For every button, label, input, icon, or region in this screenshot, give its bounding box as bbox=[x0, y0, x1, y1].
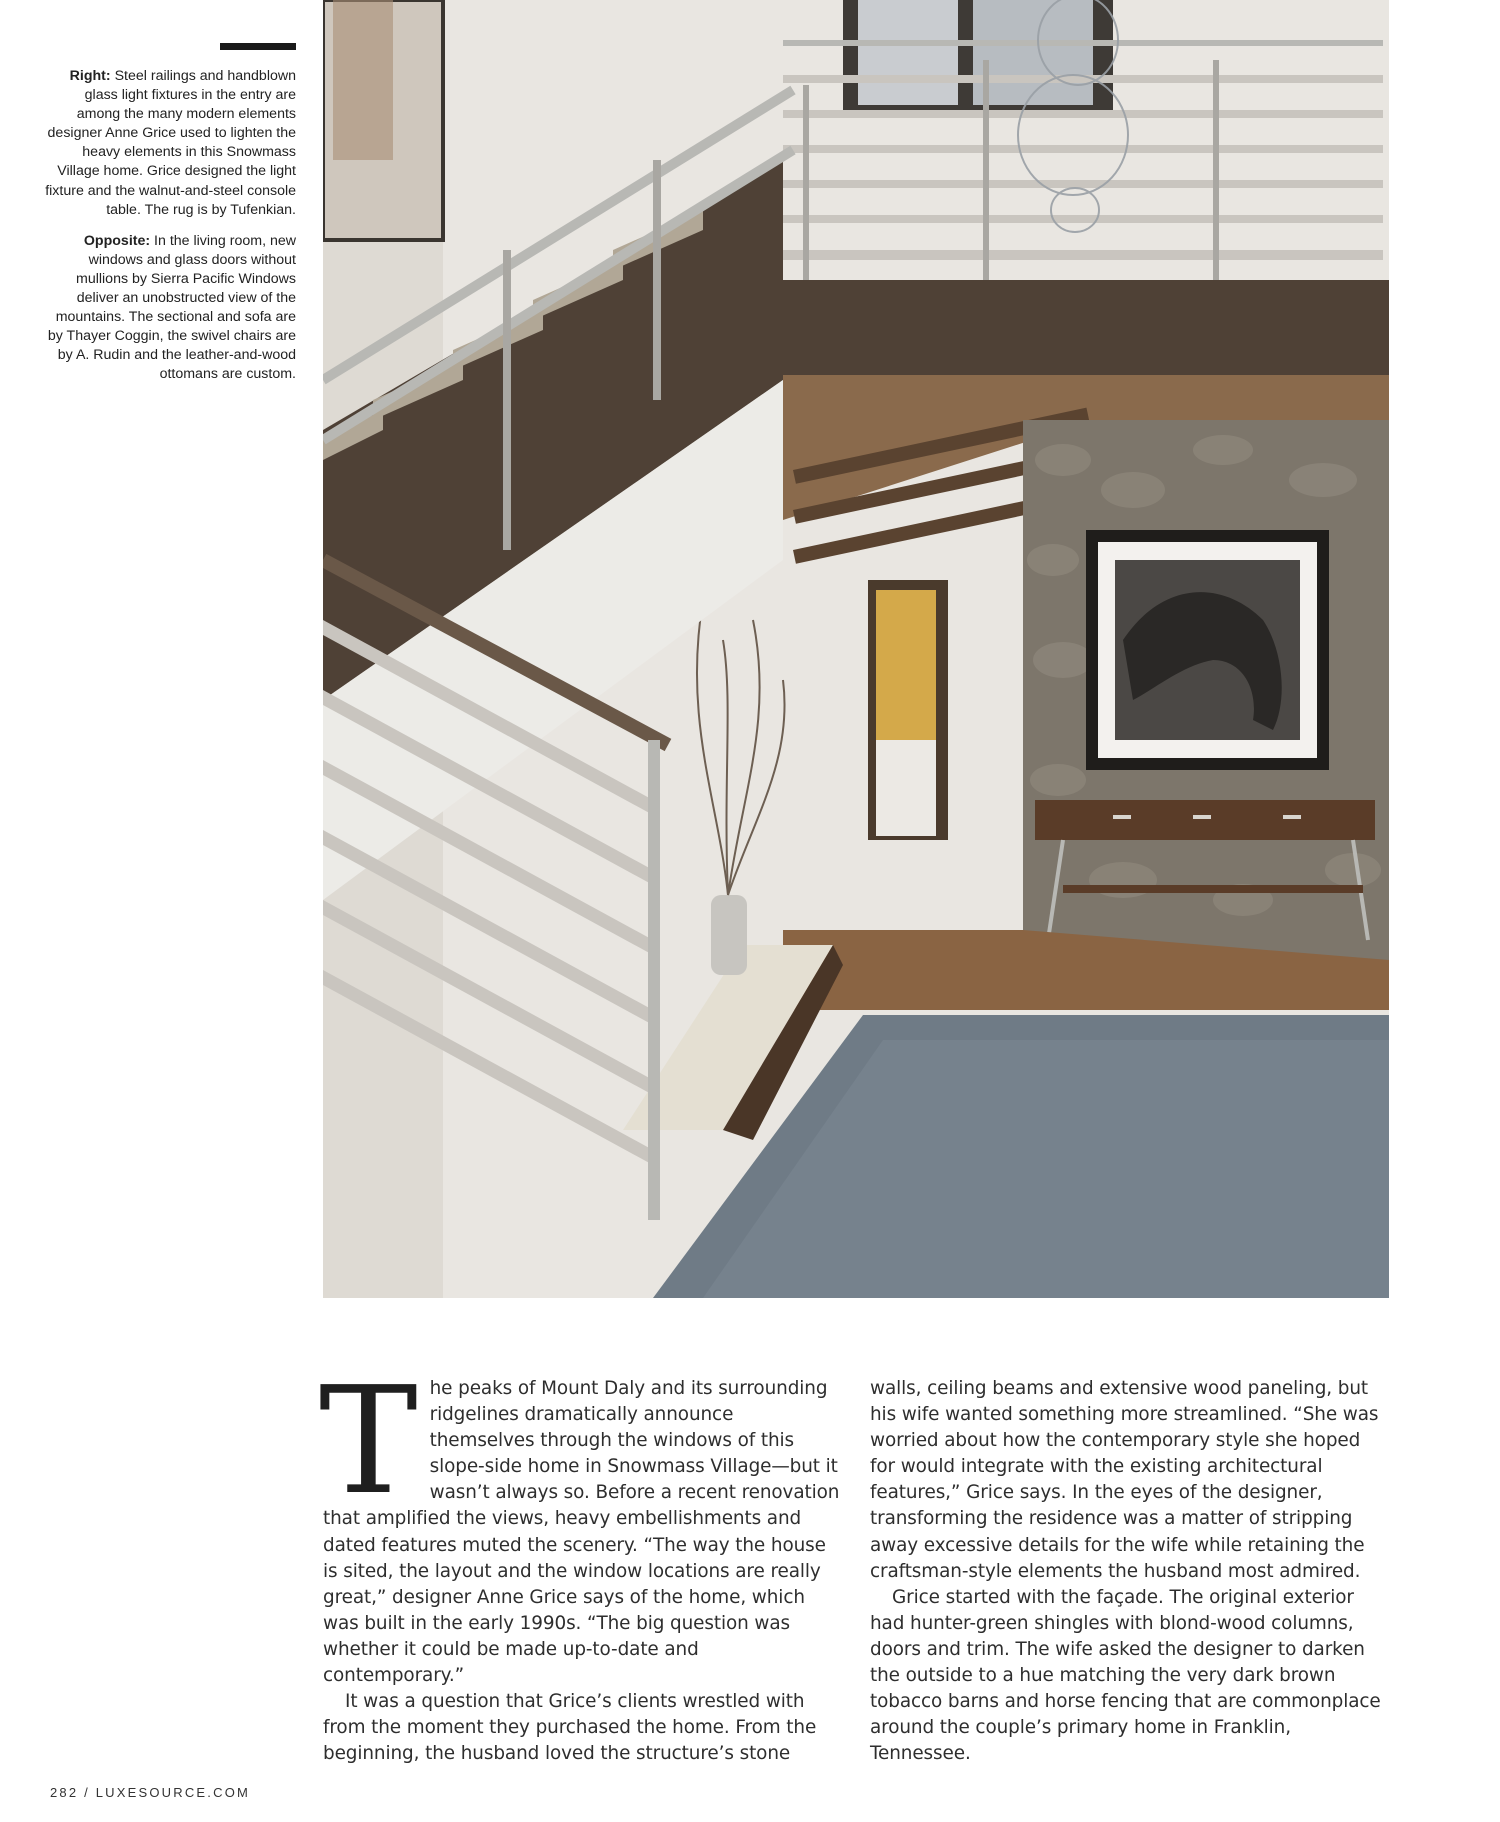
page-footer: 282 / LUXESOURCE.COM bbox=[50, 1785, 251, 1800]
caption-opposite bbox=[40, 232, 296, 385]
article-paragraph: Grice started with the façade. The original exterior had hunter-green shingles with blond-wood columns, doors and trim. The wife asked the designer to darken the outside to a hue matching the very dark brown tobacco barns and horse fencing that are commonplace around the couple’s primary home in Franklin, Tennessee. bbox=[870, 1586, 1381, 1765]
article-paragraph: It was a question that Grice’s clients wrestled with from the moment they purchased the home. From the beginning, the husband loved the structure’s stone bbox=[323, 1691, 817, 1765]
photo-illustration bbox=[323, 0, 1389, 1298]
caption-right bbox=[40, 67, 296, 220]
article-paragraph: he peaks of Mount Daly and its surrounding ridgelines dramatically announce themselves through the windows of this slope-side home in Snowmass Village—but it wasn’t always so. Before a recent renovation that amplified the views, heavy embellishments and dated features muted the scenery. “The way the house is sited, the layout and the window locations are really great,” designer Anne Grice says of the home, which was built in the early 1990s. “The big question was whether it could be made up-to-date and contemporary.” bbox=[323, 1378, 840, 1687]
article-column-right bbox=[870, 1376, 1390, 1767]
article-paragraph: walls, ceiling beams and extensive wood paneling, but his wife wanted something more streamlined. “She was worried about how the contemporary style she hoped for would integrate with the existing architectural features,” Grice says. In the eyes of the designer, transforming the residence was a matter of stripping away excessive details for the wife while retaining the craftsman-style elements the husband most admired. bbox=[870, 1378, 1379, 1582]
article-column-left bbox=[319, 1355, 843, 1767]
caption-opposite-lead: Opposite: bbox=[83, 232, 151, 249]
caption-rule bbox=[220, 43, 296, 50]
caption-right-lead: Right: bbox=[69, 68, 111, 84]
photo-captions bbox=[40, 67, 296, 397]
entry-staircase-photo bbox=[323, 0, 1389, 1298]
caption-opposite-text: In the living room, new windows and glass doors without mullions by Sierra Pacific Windows deliver an unobstructed view of the mountains. The sectional and sofa are by Thayer Coggin, the swivel chairs are by A. Rudin and the leather-and-wood ottomans are custom. bbox=[47, 232, 296, 383]
drop-cap: T bbox=[319, 1355, 418, 1527]
caption-right-text: Steel railings and handblown glass light fixtures in the entry are among the many modern elements designer Anne Grice used to lighten the heavy elements in this Snowmass Village home. Grice designed the light fixture and the walnut-and-steel console table. The rug is by Tufenkian. bbox=[45, 68, 296, 218]
